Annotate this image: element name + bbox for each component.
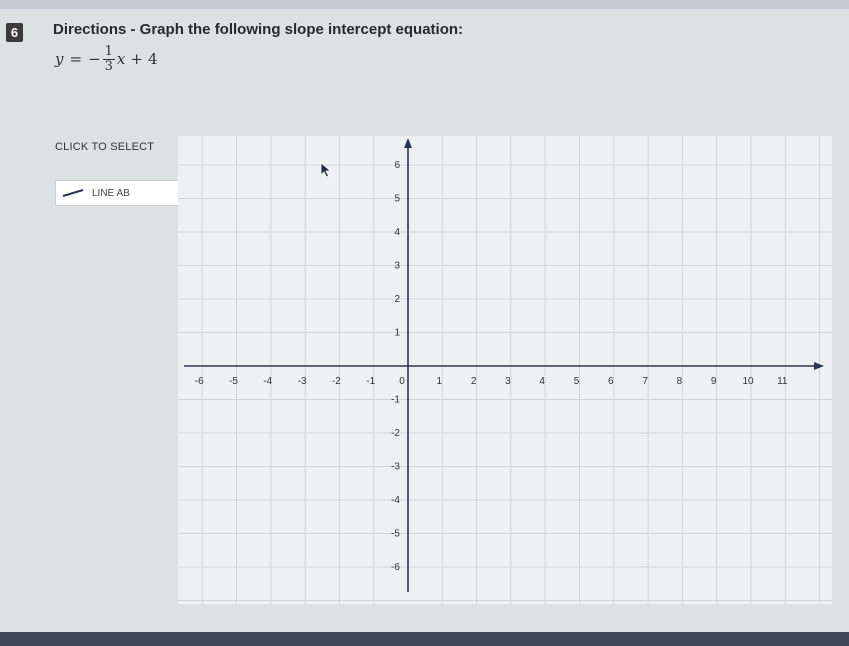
line-ab-label: LINE AB <box>92 187 130 199</box>
top-bar <box>0 0 849 9</box>
x-tick-label: 8 <box>676 376 683 387</box>
x-axis-arrow-icon <box>814 362 824 370</box>
y-tick-label: -6 <box>391 562 400 573</box>
y-axis-arrow-icon <box>404 138 412 148</box>
x-tick-label: 1 <box>436 376 443 387</box>
x-tick-label: -6 <box>194 376 204 387</box>
equation <box>55 39 158 79</box>
y-tick-label: 2 <box>394 294 400 305</box>
y-tick-label: -1 <box>391 394 400 406</box>
y-tick-label: -5 <box>391 528 400 540</box>
equation-variable: x <box>116 50 126 68</box>
mouse-pointer-icon <box>320 162 332 178</box>
equation-sign: − <box>88 50 101 68</box>
click-to-select-label: CLICK TO SELECT <box>55 141 155 153</box>
y-tick-label: 6 <box>394 160 400 171</box>
fraction-denominator: 3 <box>104 58 113 74</box>
y-tick-label: 5 <box>394 193 400 205</box>
x-tick-label: 3 <box>505 376 511 387</box>
question-directions: Directions - Graph the following slope intercept equation: <box>53 21 464 38</box>
equation-plus: + <box>130 50 143 68</box>
x-tick-label: 2 <box>470 376 477 387</box>
y-tick-label: -2 <box>391 428 400 439</box>
x-tick-label: 4 <box>539 376 545 387</box>
y-tick-label: 1 <box>394 327 400 339</box>
x-tick-label: 11 <box>777 376 788 387</box>
line-ab-tool-button[interactable] <box>55 180 180 206</box>
x-tick-label: 10 <box>742 376 754 387</box>
x-tick-label: -4 <box>263 376 273 387</box>
coordinate-plane[interactable] <box>178 136 832 604</box>
x-tick-label: -3 <box>297 376 307 387</box>
y-tick-label: 3 <box>394 260 400 272</box>
fraction-numerator: 1 <box>104 43 113 59</box>
x-tick-label: 5 <box>573 376 580 387</box>
question-number-badge: 6 <box>6 23 23 42</box>
equation-lhs: y <box>55 50 64 68</box>
x-tick-label: -5 <box>229 376 238 387</box>
y-tick-label: -4 <box>391 495 400 506</box>
y-tick-label: 4 <box>394 227 400 238</box>
graph-canvas[interactable] <box>178 136 832 604</box>
x-tick-label: 6 <box>608 376 614 387</box>
equation-equals: = <box>69 50 83 68</box>
x-tick-label: -1 <box>366 376 376 387</box>
x-tick-label: 9 <box>710 376 717 387</box>
bottom-bar <box>0 632 849 646</box>
x-tick-label: 7 <box>642 376 648 387</box>
x-tick-label: -2 <box>331 376 341 387</box>
equation-constant: 4 <box>147 50 158 68</box>
y-tick-label: -3 <box>391 461 400 473</box>
x-tick-label: 0 <box>399 376 405 387</box>
line-segment-icon <box>62 188 84 198</box>
equation-fraction <box>103 45 115 73</box>
